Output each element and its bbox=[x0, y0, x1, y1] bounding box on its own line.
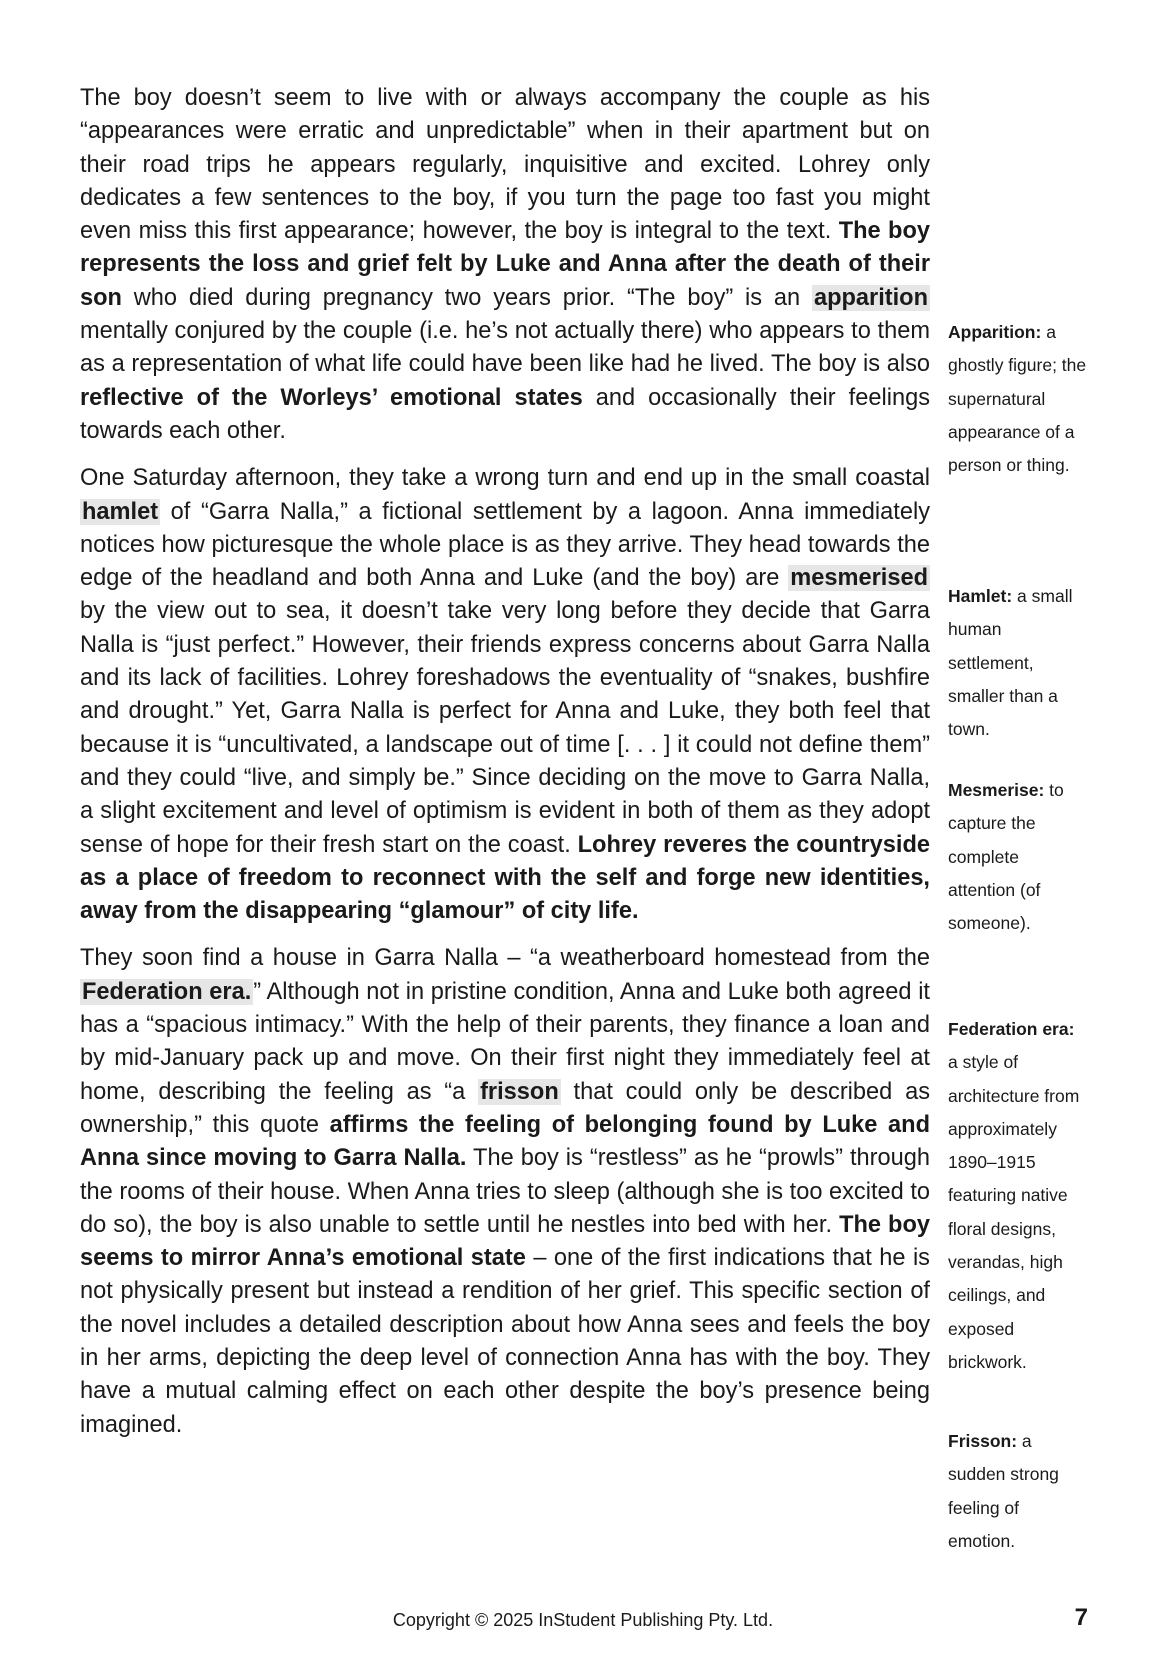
keyword-hamlet: hamlet bbox=[82, 498, 159, 525]
bold-text: The boy seems to mirror Anna’s emotional state bbox=[80, 1211, 930, 1272]
paragraph-1 bbox=[80, 82, 930, 448]
glossary-term: Frisson: bbox=[948, 1431, 1018, 1451]
glossary-term: Mesmerise: bbox=[948, 780, 1045, 800]
glossary-definition: a small human settlement, smaller than a town. bbox=[948, 586, 1073, 740]
text: by the view out to sea, it doesn’t take very long before they decide that Garra Nalla is “just perfect.” However, their friends express concerns about Garra Nalla and its lack of facilities. Lohrey foreshadows the eventuality of “snakes, bushfire and drought.” Yet, Garra Nalla is perfect for Anna and Luke, they both feel that because it is “uncultivated, a landscape out of time [. . . ] it could not define them” and they could “live, and simply be.” Since deciding on the move to Garra Nalla, a slight excitement and level of optimism is evident in both of them as they adopt sense of hope for their fresh start on the coast. bbox=[80, 598, 930, 858]
text: who died during pregnancy two years prior. “The boy” is an bbox=[121, 284, 812, 311]
glossary-definition: a ghostly figure; the supernatural appearance of a person or thing. bbox=[948, 322, 1087, 476]
glossary-term: Apparition: bbox=[948, 322, 1042, 342]
main-text bbox=[80, 82, 930, 1456]
keyword-federation-era: Federation era. bbox=[82, 978, 252, 1005]
glossary-hamlet bbox=[948, 580, 1088, 746]
glossary-definition: a style of architecture from approximately 1890–1915 featuring native floral designs, verandas, high ceilings, and exposed brickwork. bbox=[948, 1052, 1080, 1372]
bold-text: Lohrey reveres the countryside as a place of freedom to reconnect with the self and forge new identities, away from the disappearing “glamour” of city life. bbox=[80, 831, 930, 925]
glossary-apparition bbox=[948, 316, 1088, 482]
text: The boy doesn’t seem to live with or always accompany the couple as his “appearances were erratic and unpredictable” when in their apartment but on their road trips he appears regularly, inquisitive and excited. Lohrey only dedicates a few sentences to the boy, if you turn the page too fast you might even miss this first appearance; however, the boy is integral to the text. bbox=[80, 85, 930, 245]
keyword-frisson: frisson bbox=[480, 1078, 559, 1105]
glossary-definition: to capture the complete attention (of someone). bbox=[948, 780, 1064, 934]
text: of “Garra Nalla,” a fictional settlement by a lagoon. Anna immediately notices how picturesque the whole place is as they arrive. They head towards the edge of the headland and both Anna and Luke (and the boy) are bbox=[80, 498, 930, 592]
text: One Saturday afternoon, they take a wrong turn and end up in the small coastal bbox=[80, 465, 930, 492]
bold-text: The boy represents the loss and grief felt by Luke and Anna after the death of their son bbox=[80, 218, 930, 311]
paragraph-3 bbox=[80, 942, 930, 1441]
text: ” Although not in pristine condition, Anna and Luke both agreed it has a “spacious intimacy.” With the help of their parents, they finance a loan and by mid-January pack up and move. On their first night they immediately feel at home, describing the feeling as “a bbox=[80, 978, 930, 1105]
text: that could only be described as ownership,” this quote bbox=[80, 1078, 930, 1138]
page-number: 7 bbox=[1074, 1604, 1088, 1631]
glossary-definition: a sudden strong feeling of emotion. bbox=[948, 1431, 1059, 1551]
glossary-term: Hamlet: bbox=[948, 586, 1013, 606]
text: The boy is “restless” as he “prowls” through the rooms of their house. When Anna tries to sleep (although she is too excited to do so), the boy is also unable to settle until he nestles into bed with her. bbox=[80, 1145, 930, 1238]
copyright-footer: Copyright © 2025 InStudent Publishing Pty. Ltd. bbox=[392, 1610, 774, 1630]
text: They soon find a house in Garra Nalla – “a weatherboard homestead from the bbox=[80, 945, 930, 972]
glossary-term: Federation era: bbox=[948, 1019, 1075, 1039]
paragraph-2 bbox=[80, 462, 930, 928]
glossary-federation-era bbox=[948, 1013, 1088, 1379]
glossary-frisson bbox=[948, 1425, 1088, 1558]
glossary-mesmerise bbox=[948, 774, 1088, 940]
text: mentally conjured by the couple (i.e. he’s not actually there) who appears to them as a representation of what life could have been like had he lived. The boy is also bbox=[80, 318, 930, 378]
text: – one of the first indications that he is not physically present but instead a rendition of her grief. This specific section of the novel includes a detailed description about how Anna sees and feels the boy in her arms, depicting the deep level of connection Anna has with the boy. They have a mutual calming effect on each other despite the boy’s presence being imagined. bbox=[80, 1245, 930, 1438]
keyword-mesmerised: mesmerised bbox=[790, 565, 928, 592]
keyword-apparition: apparition bbox=[813, 284, 928, 311]
bold-text: reflective of the Worleys’ emotional states bbox=[80, 384, 583, 411]
bold-text: affirms the feeling of belonging found by Luke and Anna since moving to Garra Nalla. bbox=[80, 1111, 930, 1172]
text: and occasionally their feelings towards each other. bbox=[80, 384, 930, 444]
